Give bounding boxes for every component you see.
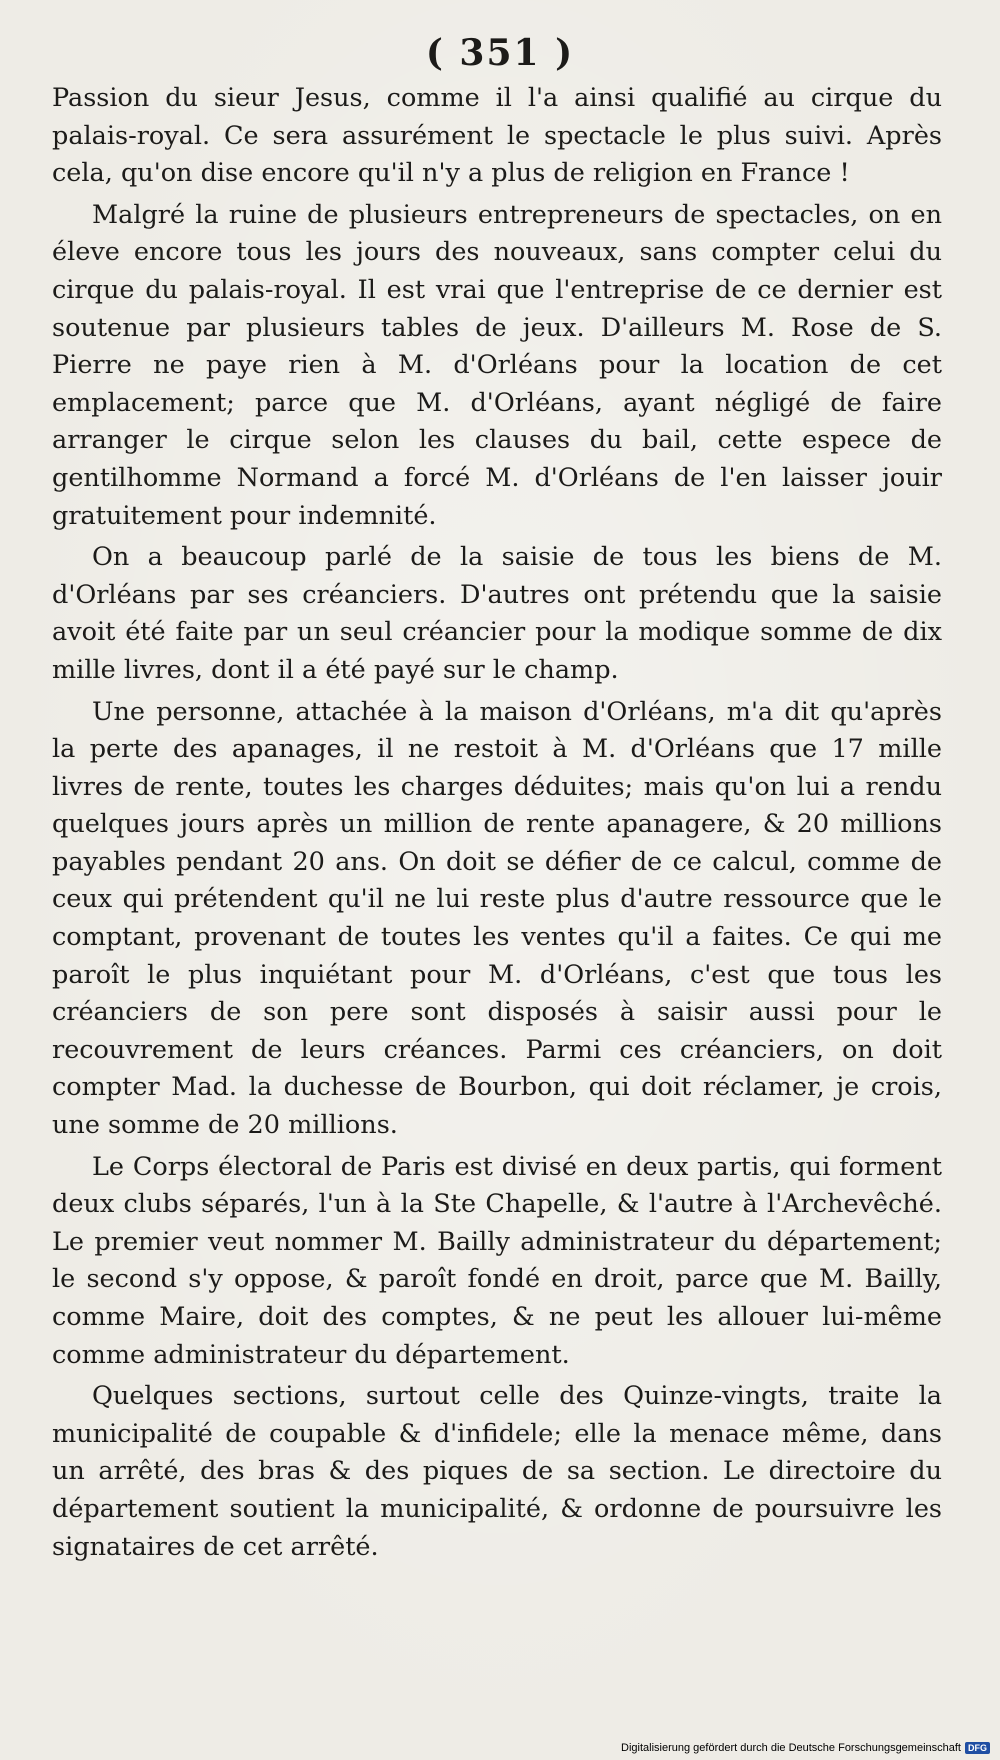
paragraph: On a beaucoup parlé de la saisie de tous les biens de M. d'Orléans par ses créanciers. D'autres ont prétendu que la saisie avoit été faite par un seul créancier pour la modique somme de dix mille livres, dont il a été payé sur le champ.	[52, 542, 942, 685]
dfg-logo: DFG	[965, 1742, 990, 1754]
paragraph: Malgré la ruine de plusieurs entrepreneurs de spectacles, on en éleve encore tous les jours des nouveaux, sans compter celui du cirque du palais-royal. Il est vrai que l'entreprise de ce dernier est soutenue par plusieurs tables de jeux. D'ailleurs M. Rose de S. Pierre ne paye rien à M. d'Orléans pour la location de cet emplacement; parce que M. d'Orléans, ayant négligé de faire arranger le cirque selon les clauses du bail, cette espece de gentilhomme Normand a forcé M. d'Orléans de l'en laisser jouir gratuitement pour indemnité.	[52, 199, 942, 531]
paragraph: Passion du sieur Jesus, comme il l'a ainsi qualifié au cirque du palais-royal. Ce sera assurément le spectacle le plus suivi. Après cela, qu'on dise encore qu'il n'y a plus de religion en France !	[52, 83, 942, 189]
paragraph: Le Corps électoral de Paris est divisé en deux partis, qui forment deux clubs séparés, l'un à la Ste Chapelle, & l'autre à l'Archevêché. Le premier veut nommer M. Bailly administrateur du département; le second s'y oppose, & paroît fondé en droit, parce que M. Bailly, comme Maire, doit des comptes, & ne peut les allouer lui-même comme administrateur du département.	[52, 1151, 942, 1370]
credit-text: Digitalisierung gefördert durch die Deutsche Forschungsgemeinschaft	[621, 1742, 961, 1754]
digitization-credit	[621, 1742, 990, 1754]
paragraph: Une personne, attachée à la maison d'Orléans, m'a dit qu'après la perte des apanages, il ne restoit à M. d'Orléans que 17 mille livres de rente, toutes les charges déduites; mais qu'on lui a rendu quelques jours après un million de rente apanagere, & 20 millions payables pendant 20 ans. On doit se défier de ce calcul, comme de ceux qui prétendent qu'il ne lui reste plus d'autre ressource que le comptant, provenant de toutes les ventes qu'il a faites. Ce qui me paroît le plus inquiétant pour M. d'Orléans, c'est que tous les créanciers de son pere sont disposés à saisir aussi pour le recouvrement de leurs créances. Parmi ces créanciers, on doit compter Mad. la duchesse de Bourbon, qui doit réclamer, je crois, une somme de 20 millions.	[52, 696, 942, 1141]
page-number: ( 351 )	[425, 32, 575, 74]
body-text	[52, 80, 942, 1566]
paragraph: Quelques sections, surtout celle des Quinze-vingts, traite la municipalité de coupable & d'infidele; elle la menace même, dans un arrêté, des bras & des piques de sa section. Le directoire du département soutient la municipalité, & ordonne de poursuivre les signataires de cet arrêté.	[52, 1381, 942, 1562]
